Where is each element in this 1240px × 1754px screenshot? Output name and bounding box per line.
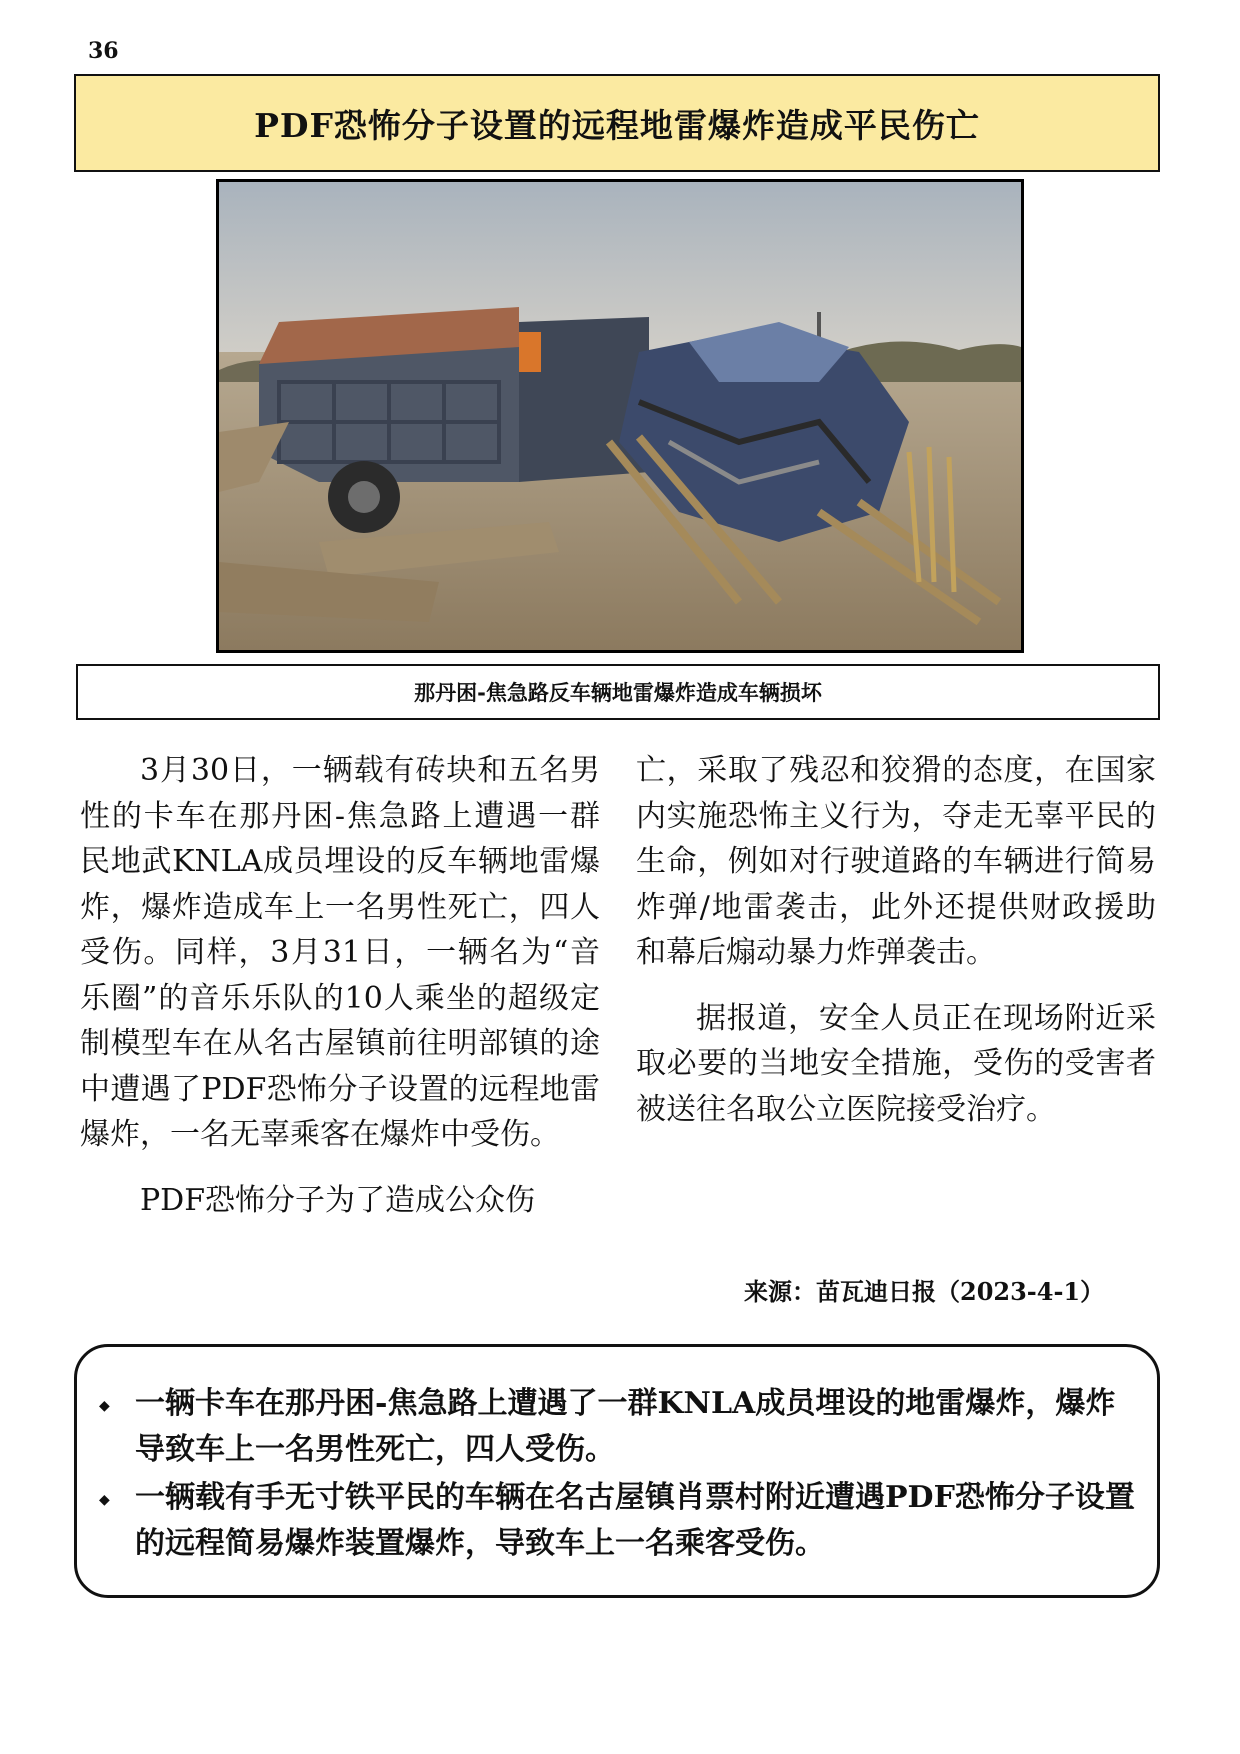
- summary-box: [74, 1344, 1160, 1598]
- summary-item-text: 一辆载有手无寸铁平民的车辆在名古屋镇肖票村附近遭遇PDF恐怖分子设置的远程简易爆炸装置爆炸，导致车上一名乘客受伤。: [135, 1480, 1135, 1561]
- summary-item-text: 一辆卡车在那丹困-焦急路上遭遇了一群KNLA成员埋设的地雷爆炸，爆炸导致车上一名男性死亡，四人受伤。: [135, 1386, 1116, 1467]
- article-paragraph-3: 据报道，安全人员正在现场附近采取必要的当地安全措施，受伤的受害者被送往名取公立医院接受治疗。: [636, 1000, 1156, 1127]
- summary-item: [99, 1475, 1135, 1567]
- article-paragraph-1: 3月30日，一辆载有砖块和五名男性的卡车在那丹困-焦急路上遭遇一群民地武KNLA成员埋设的反车辆地雷爆炸，爆炸造成车上一名男性死亡，四人受伤。同样，3月31日，一辆名为“音乐圈”的音乐乐队的10人乘坐的超级定制模型车在从名古屋镇前往明部镇的途中遭遇了PDF恐怖分子设置的远程地雷爆炸，一名无辜乘客在爆炸中受伤。: [80, 753, 600, 1152]
- photo-caption-box: [76, 664, 1160, 720]
- page-number: 36: [88, 38, 119, 64]
- photo-caption: 那丹困-焦急路反车辆地雷爆炸造成车辆损坏: [414, 681, 822, 705]
- news-photo: [216, 179, 1024, 653]
- title-banner: [74, 74, 1160, 172]
- photo-damaged-truck: [219, 182, 1021, 650]
- article-paragraph-2-end: 亡，采取了残忍和狡猾的态度，在国家内实施恐怖主义行为，夺走无辜平民的生命，例如对行驶道路的车辆进行简易炸弹/地雷袭击，此外还提供财政援助和幕后煽动暴力炸弹袭击。: [636, 753, 1156, 970]
- article-column-right: [636, 748, 1156, 1132]
- summary-item: [99, 1381, 1135, 1473]
- source-citation: 来源：苗瓦迪日报（2023-4-1）: [744, 1277, 1105, 1306]
- diamond-bullet-icon: ◆: [99, 1398, 110, 1414]
- article-paragraph-2-start: PDF恐怖分子为了造成公众伤: [140, 1182, 536, 1218]
- page-title: PDF恐怖分子设置的远程地雷爆炸造成平民伤亡: [254, 105, 980, 145]
- article-column-left: [80, 748, 600, 1223]
- diamond-bullet-icon: ◆: [99, 1492, 110, 1508]
